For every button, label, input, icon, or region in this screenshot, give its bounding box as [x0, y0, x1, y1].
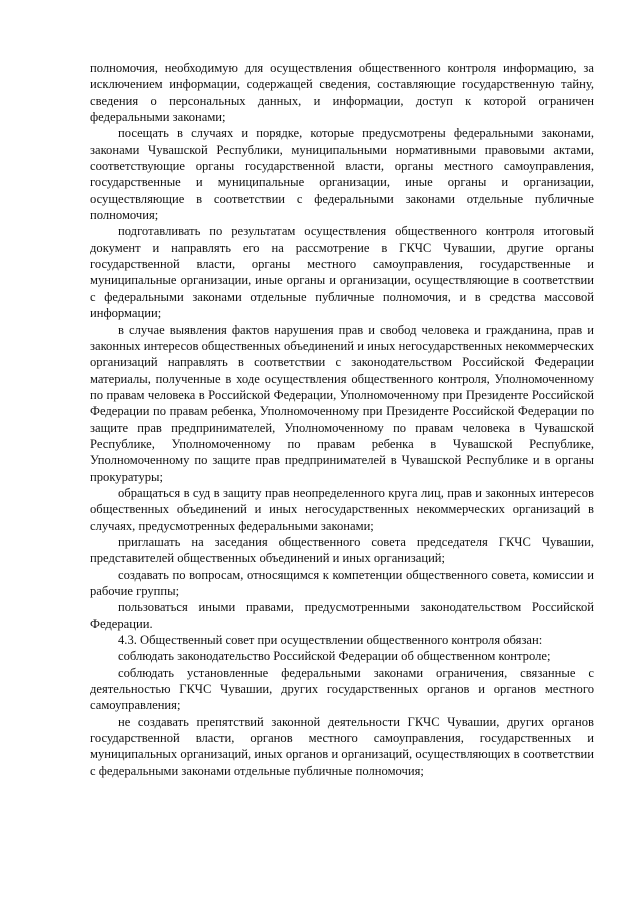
- paragraph-invite: приглашать на заседания общественного совета председателя ГКЧС Чувашии, представителей общественных объединений и иных организаций;: [90, 534, 594, 566]
- document-page: [90, 60, 594, 779]
- paragraph-commissions: создавать по вопросам, относящимся к компетенции общественного совета, комиссии и рабочие группы;: [90, 567, 594, 598]
- paragraph-court: обращаться в суд в защиту прав неопределенного круга лиц, прав и законных интересов общественных объединений и иных негосударственных некоммерческих организаций в случаях, предусмотренных федеральными законами;: [90, 485, 594, 533]
- paragraph-final-document: подготавливать по результатам осуществления общественного контроля итоговый документ и направлять его на рассмотрение в ГКЧС Чувашии, другие органы государственной власти, органы местного самоуправления, государственные и муниципальные организации, иные органы и организации, осуществляющие в соответствии с федеральными законами отдельные публичные полномочия, и в средства массовой информации;: [90, 224, 594, 321]
- paragraph-visit-rights: посещать в случаях и порядке, которые предусмотрены федеральными законами, законами Чувашской Республики, муниципальными нормативными правовыми актами, соответствующие органы государственной власти, органы местного самоуправления, государственные и муниципальные организации, иные органы и организации, осуществляющие в соответствии с федеральными законами отдельные публичные полномочия;: [90, 126, 594, 223]
- paragraph-restrictions: соблюдать установленные федеральными законами ограничения, связанные с деятельностью ГКЧС Чувашии, других государственных органов и органов местного самоуправления;: [90, 665, 594, 713]
- paragraph-comply-law: соблюдать законодательство Российской Федерации об общественном контроле;: [118, 649, 551, 664]
- paragraph-violations: в случае выявления фактов нарушения прав и свобод человека и гражданина, прав и законных интересов общественных объединений и иных негосударственных некоммерческих организаций направлять в соответствии с законодательством Российской Федерации материалы, полученные в ходе осуществления общественного контроля, Уполномоченному по правам человека в Российской Федерации, Уполномоченному при Президенте Российской Федерации по правам ребенка, Уполномоченному при Президенте Российской Федерации по защите прав предпринимателей, Уполномоченному по правам человека в Чувашской Республике, Уполномоченному по правам ребенка в Чувашской Республике, Уполномоченному по защите прав предпринимателей в Чувашской Республике и в органы прокуратуры;: [90, 322, 594, 484]
- section-heading-4-3: 4.3. Общественный совет при осуществлении общественного контроля обязан:: [118, 633, 543, 648]
- paragraph-no-obstacles: не создавать препятствий законной деятельности ГКЧС Чувашии, других органов государственной власти, органов местного самоуправления, государственных и муниципальных организаций, иных органов и организаций, осуществляющих в соответствии с федеральными законами отдельные публичные полномочия;: [90, 714, 594, 778]
- paragraph-continued: полномочия, необходимую для осуществления общественного контроля информацию, за исключением информации, содержащей сведения, составляющие государственную тайну, сведения о персональных данных, и информации, доступ к которой ограничен федеральными законами;: [90, 61, 594, 125]
- paragraph-other-rights: пользоваться иными правами, предусмотренными законодательством Российской Федерации.: [90, 600, 594, 631]
